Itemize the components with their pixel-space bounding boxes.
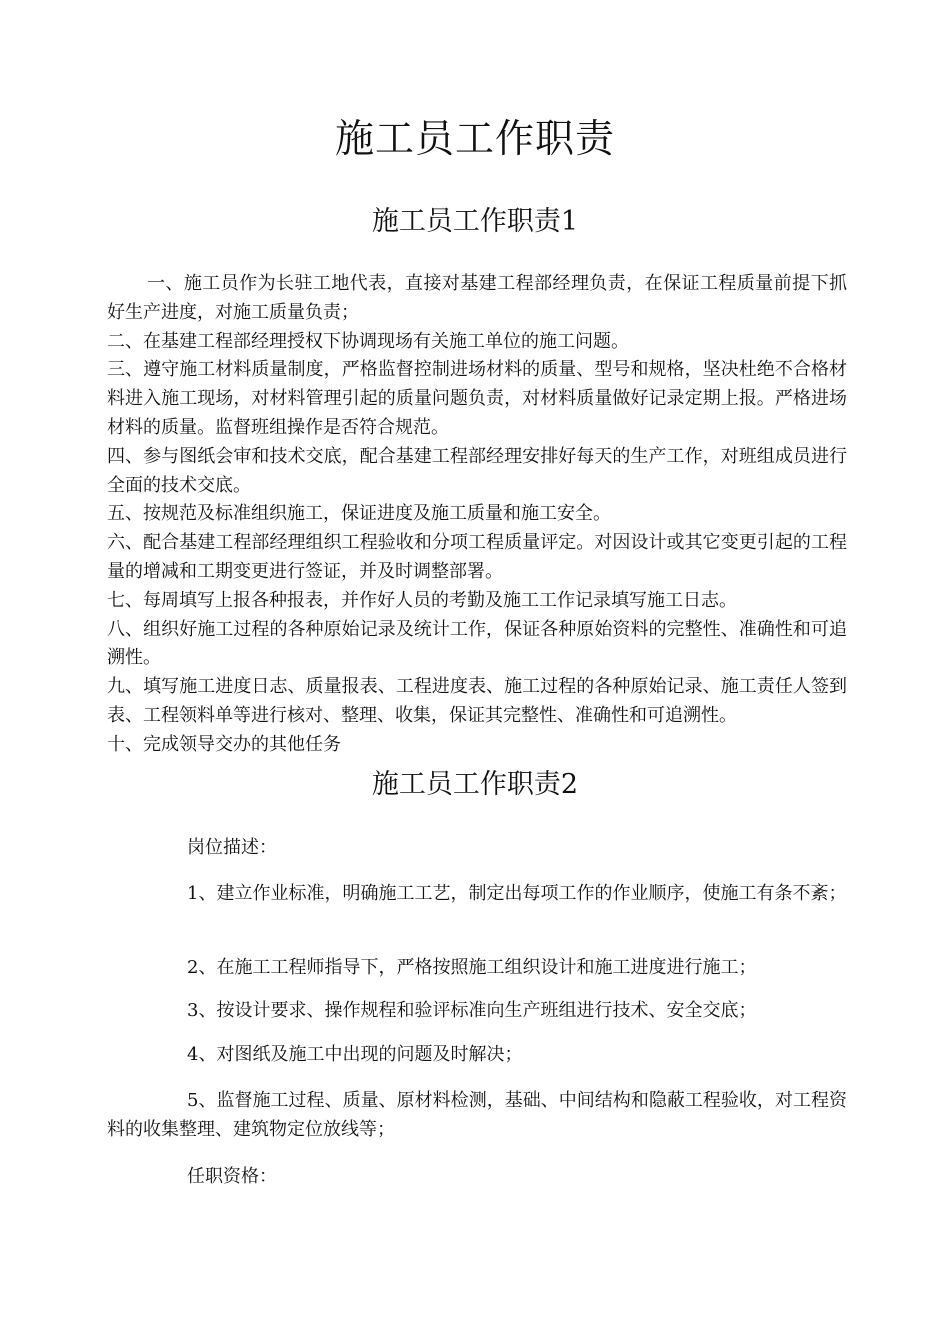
duty-item-6: 六、配合基建工程部经理组织工程验收和分项工程质量评定。对因设计或其它变更引起的工程量的增减和工期变更进行签证，并及时调整部署。 [107, 532, 847, 582]
section-2-title: 施工员工作职责2 [371, 769, 579, 800]
duty-item-2: 二、在基建工程部经理授权下协调现场有关施工单位的施工问题。 [107, 330, 629, 352]
duty-item-3: 三、遵守施工材料质量制度，严格监督控制进场材料的质量、型号和规格，坚决杜绝不合格材料进入施工现场，对材料管理引起的质量问题负责，对材料质量做好记录定期上报。严格进场材料的质量。监督班组操作是否符合规范。 [107, 359, 847, 438]
job-description-item-5: 5、监督施工过程、质量、原材料检测，基础、中间结构和隐蔽工程验收，对工程资料的收集整理、建筑物定位放线等； [107, 1090, 847, 1140]
job-description-item-1: 1、建立作业标准，明确施工工艺，制定出每项工作的作业顺序，使施工有条不紊； [187, 883, 847, 904]
job-description-item-2: 2、在施工工程师指导下，严格按照施工组织设计和施工进度进行施工； [187, 957, 757, 978]
duty-item-4: 四、参与图纸会审和技术交底，配合基建工程部经理安排好每天的生产工作，对班组成员进行全面的技术交底。 [107, 445, 847, 496]
duty-item-10: 十、完成领导交办的其他任务 [107, 733, 341, 755]
section-1-body [107, 270, 847, 760]
duty-item-9: 九、填写施工进度日志、质量报表、工程进度表、施工过程的各种原始记录、施工责任人签到表、工程领料单等进行核对、整理、收集，保证其完整性、准确性和可追溯性。 [107, 676, 847, 726]
duty-item-1: 一、施工员作为长驻工地代表，直接对基建工程部经理负责，在保证工程质量前提下抓好生产进度，对施工质量负责； [107, 273, 847, 323]
duty-item-5: 五、按规范及标准组织施工，保证进度及施工质量和施工安全。 [107, 503, 611, 525]
duty-item-7: 七、每周填写上报各种报表，并作好人员的考勤及施工工作记录填写施工日志。 [107, 589, 737, 611]
document-title: 施工员工作职责 [334, 117, 615, 162]
qualifications-heading: 任职资格： [187, 1166, 277, 1187]
job-description-heading: 岗位描述： [187, 837, 277, 858]
job-description-item-3: 3、按设计要求、操作规程和验评标准向生产班组进行技术、安全交底； [187, 1000, 757, 1021]
duty-item-8: 八、组织好施工过程的各种原始记录及统计工作，保证各种原始资料的完整性、准确性和可追溯性。 [107, 618, 847, 669]
job-description-item-4: 4、对图纸及施工中出现的问题及时解决； [187, 1044, 523, 1065]
section-1-title: 施工员工作职责1 [371, 206, 579, 237]
